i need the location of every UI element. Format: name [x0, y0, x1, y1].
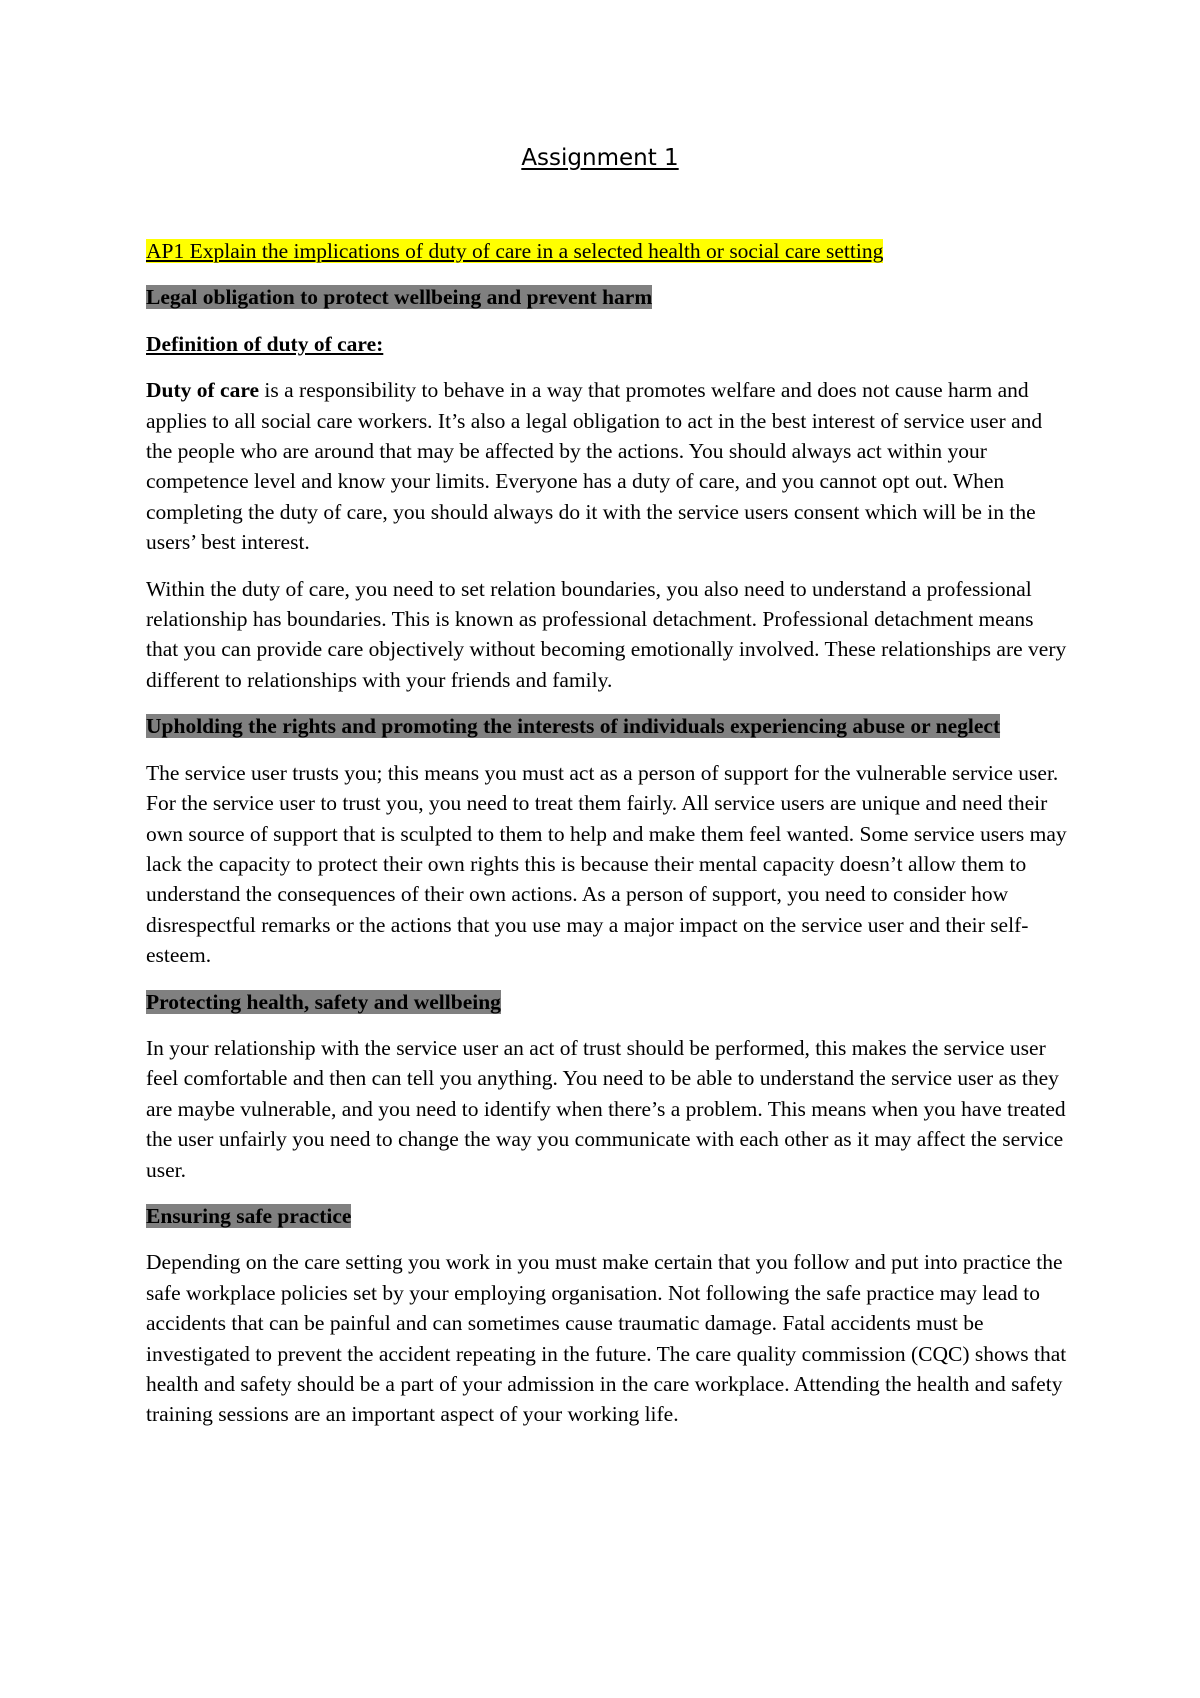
- paragraph-health: In your relationship with the service user an act of trust should be performed, this makes the service user feel comfortable and then can tell you anything. You need to be able to understand the service user as they are maybe vulnerable, and you need to identify when there’s a problem. This means when you have treated the user unfairly you need to change the way you communicate with each other as it may affect the service user.: [146, 1035, 1066, 1182]
- task-line: [146, 236, 1068, 266]
- heading-safe-text: Ensuring safe practice: [146, 1203, 352, 1228]
- heading-rights-text: Upholding the rights and promoting the interests of individuals experiencing abuse or neglect: [146, 714, 1001, 739]
- paragraph-duty-of-care: [146, 375, 1068, 557]
- section-heading-rights: [146, 711, 1068, 741]
- task-highlight: AP1 Explain the implications of duty of care in a selected health or social care setting: [146, 239, 884, 263]
- title-text: Assignment 1: [521, 145, 679, 171]
- definition-heading: [146, 329, 1068, 359]
- paragraph-rights: The service user trusts you; this means you must act as a person of support for the vulnerable service user. For the service user to trust you, you need to treat them fairly. All service users are unique and need their own source of support that is sculpted to them to help and make them feel wanted. Some service users may lack the capacity to protect their own rights this is because their mental capacity doesn’t allow them to understand the consequences of their own actions. As a person of support, you need to consider how disrespectful remarks or the actions that you use may a major impact on the service user and their self- esteem.: [146, 760, 1067, 968]
- section-heading-health: [146, 987, 1068, 1017]
- page-title: [0, 143, 1200, 173]
- definition-heading-text: Definition of duty of care:: [146, 331, 384, 356]
- paragraph-duty-of-care-text: is a responsibility to behave in a way that promotes welfare and does not cause harm and applies to all social care workers. It’s also a legal obligation to act in the best interest of service user and the people who are around that may be affected by the actions. You should always act within your competence level and know your limits. Everyone has a duty of care, and you cannot opt out. When completing the duty of care, you should always do it with the service users consent which will be in the users’ best interest.: [146, 378, 1043, 555]
- document-body: [146, 236, 1068, 1446]
- section-heading-legal: [146, 282, 1068, 312]
- heading-legal-text: Legal obligation to protect wellbeing and prevent harm: [146, 285, 653, 310]
- term-duty-of-care: Duty of care: [146, 378, 260, 403]
- heading-health-text: Protecting health, safety and wellbeing: [146, 989, 501, 1014]
- section-heading-safe: [146, 1201, 1068, 1231]
- paragraph-safe: Depending on the care setting you work in you must make certain that you follow and put into practice the safe workplace policies set by your employing organisation. Not following the safe practice may lead to accidents that can be painful and can sometimes cause traumatic damage. Fatal accidents must be investigated to prevent the accident repeating in the future. The care quality commission (CQC) shows that health and safety should be a part of your admission in the care workplace. Attending the health and safety training sessions are an important aspect of your working life.: [146, 1250, 1067, 1427]
- paragraph-boundaries: Within the duty of care, you need to set relation boundaries, you also need to understand a professional relationship has boundaries. This is known as professional detachment. Professional detachment means that you can provide care objectively without becoming emotionally involved. These relationships are very different to relationships with your friends and family.: [146, 576, 1067, 692]
